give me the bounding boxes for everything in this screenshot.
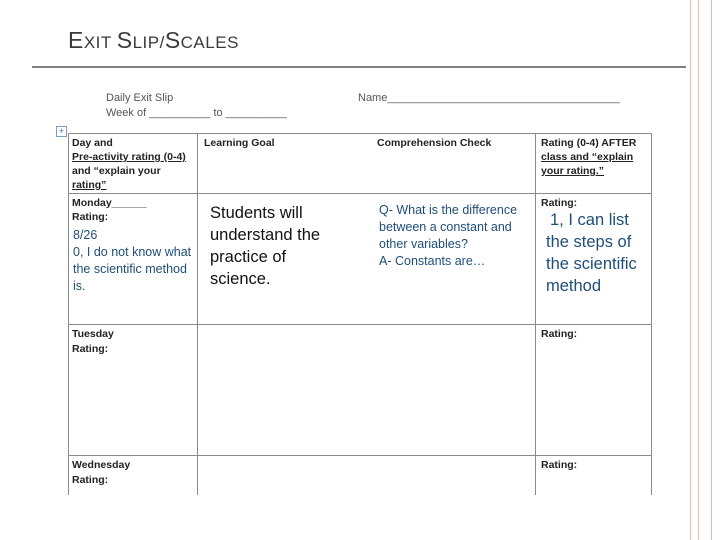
title-smallcaps: XIT xyxy=(83,33,117,52)
row-day-label: Wednesday xyxy=(72,459,131,471)
answer-date: 8/26 xyxy=(73,228,98,242)
expand-icon[interactable]: + xyxy=(56,126,67,137)
slide-title xyxy=(68,27,239,54)
week-line: Week of __________ to __________ xyxy=(106,107,287,119)
title-letter: S xyxy=(116,27,133,53)
title-smallcaps: LIP/ xyxy=(132,33,165,52)
header-line: Day and xyxy=(72,137,113,149)
answer-goal: Students will understand the practice of science. xyxy=(210,204,321,288)
answer-comprehension xyxy=(379,202,519,270)
title-rule xyxy=(32,66,686,68)
row-rating-label: Rating: xyxy=(72,343,109,355)
column-divider xyxy=(197,133,198,495)
header-line: Rating (0-4) AFTER xyxy=(541,137,637,149)
header-row-border xyxy=(68,193,652,194)
slide-border-line xyxy=(711,0,712,540)
row-day-label: Monday______ xyxy=(72,197,147,209)
row-border xyxy=(68,324,652,325)
row-after-rating-label: Rating: xyxy=(541,328,578,340)
header-line: rating” xyxy=(72,179,107,191)
header-line: your rating.” xyxy=(541,165,605,177)
header-line xyxy=(72,164,196,178)
table-top-border xyxy=(68,133,652,134)
column-divider xyxy=(535,133,536,495)
column-header-day xyxy=(72,136,196,192)
row-rating-label: Rating: xyxy=(72,474,109,486)
row-rating-label: Rating: xyxy=(72,211,109,223)
row-day-label: Tuesday xyxy=(72,328,114,340)
title-letter: E xyxy=(68,27,84,53)
row-border xyxy=(68,455,652,456)
title-smallcaps: CALES xyxy=(180,33,239,52)
answer-pre-rating xyxy=(73,227,193,295)
row-after-rating-label: Rating: xyxy=(541,459,578,471)
answer-question: Q- What is the difference between a constant and other variables? xyxy=(379,203,518,251)
answer-response: A- Constants are… xyxy=(379,254,486,268)
column-header-goal: Learning Goal xyxy=(204,137,275,149)
column-divider xyxy=(651,133,652,495)
title-letter: S xyxy=(164,27,181,53)
column-header-check: Comprehension Check xyxy=(377,137,492,149)
row-after-rating-label: Rating: xyxy=(541,197,578,209)
column-header-rating xyxy=(541,136,651,178)
header-line-text: and “explain your xyxy=(72,165,161,177)
answer-pre-rating-text: 0, I do not know what the scientific method is. xyxy=(73,245,192,293)
answer-after-rating: 1, I can list the steps of the scientific method xyxy=(546,211,637,295)
name-line: Name______________________________________ xyxy=(358,92,620,104)
slide-border-line xyxy=(698,0,699,540)
sheet-heading: Daily Exit Slip xyxy=(106,92,174,104)
header-line: class and “explain xyxy=(541,151,634,163)
column-divider xyxy=(68,133,69,495)
header-line: Pre-activity rating (0-4) xyxy=(72,151,186,163)
slide-border-line xyxy=(690,0,691,540)
